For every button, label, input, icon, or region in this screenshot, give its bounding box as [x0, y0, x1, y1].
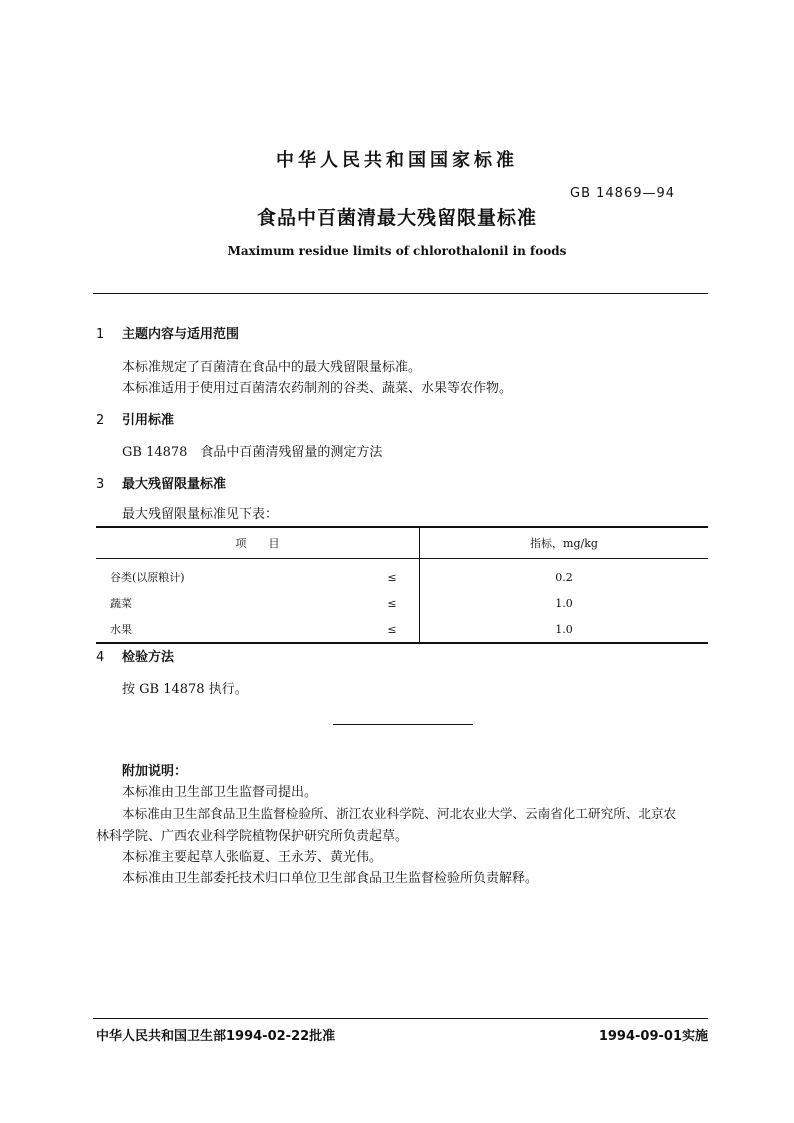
- value-cell: 1.0: [420, 616, 709, 643]
- section-2-heading: [96, 409, 174, 428]
- operator-cell: ≤: [365, 590, 420, 616]
- table-row: [96, 590, 708, 616]
- item-cell: 水果: [96, 616, 365, 643]
- implementation-date: 1994-09-01实施: [598, 1029, 708, 1044]
- document-title: 食品中百菌清最大残留限量标准: [256, 207, 537, 229]
- standard-number: GB 14869—94: [570, 186, 676, 201]
- appendix-line: 本标准主要起草人张临夏、王永芳、黄光伟。: [122, 850, 383, 865]
- appendix-line: 本标准由卫生部卫生监督司提出。: [122, 785, 318, 800]
- paragraph: 最大残留限量标准见下表：: [122, 507, 279, 522]
- section-number: 1: [96, 327, 105, 342]
- section-3-heading: [96, 473, 226, 492]
- section-title: 引用标准: [122, 413, 175, 428]
- english-subtitle: Maximum residue limits of chlorothalonil in foods: [227, 244, 567, 258]
- paragraph: 本标准规定了百菌清在食品中的最大残留限量标准。: [122, 360, 422, 375]
- section-number: 4: [96, 650, 105, 665]
- table-header-row: [96, 527, 708, 559]
- referenced-standard: GB 14878 食品中百菌清残留量的测定方法: [122, 445, 383, 460]
- residue-limit-table: [96, 526, 708, 644]
- section-title: 检验方法: [122, 650, 175, 665]
- column-header-item: 项 目: [96, 527, 420, 559]
- section-title: 最大残留限量标准: [122, 477, 227, 492]
- national-standard-title: 中华人民共和国国家标准: [276, 150, 518, 171]
- appendix-title: 附加说明：: [122, 764, 188, 779]
- section-title: 主题内容与适用范围: [122, 327, 240, 342]
- approval-line: 中华人民共和国卫生部1994-02-22批准: [96, 1029, 336, 1044]
- appendix-line: 本标准由卫生部委托技术归口单位卫生部食品卫生监督检验所负责解释。: [122, 871, 539, 886]
- operator-cell: ≤: [365, 616, 420, 643]
- paragraph: 本标准适用于使用过百菌清农药制剂的谷类、蔬菜、水果等农作物。: [122, 381, 513, 396]
- section-1-heading: [96, 323, 239, 342]
- item-cell: 谷类(以原粮计): [110, 571, 185, 584]
- appendix-line: 本标准由卫生部食品卫生监督检验所、浙江农业科学院、河北农业大学、云南省化工研究所、北京农: [122, 806, 677, 821]
- footer-divider: [93, 1018, 708, 1019]
- section-number: 3: [96, 477, 105, 492]
- table-row: [96, 616, 708, 643]
- section-number: 2: [96, 413, 105, 428]
- value-cell: 0.2: [555, 570, 573, 584]
- table-row: [96, 559, 708, 591]
- operator-cell: ≤: [365, 559, 420, 591]
- item-cell: 蔬菜: [110, 597, 132, 610]
- value-cell: 1.0: [555, 596, 573, 610]
- header-divider: [93, 293, 708, 294]
- section-4-heading: [96, 646, 174, 665]
- column-header-limit: 指标，mg/kg: [420, 527, 709, 559]
- paragraph: 按 GB 14878 执行。: [122, 682, 248, 697]
- appendix-line: 林科学院、广西农业科学院植物保护研究所负责起草。: [96, 829, 409, 844]
- end-of-text-divider: [333, 724, 473, 725]
